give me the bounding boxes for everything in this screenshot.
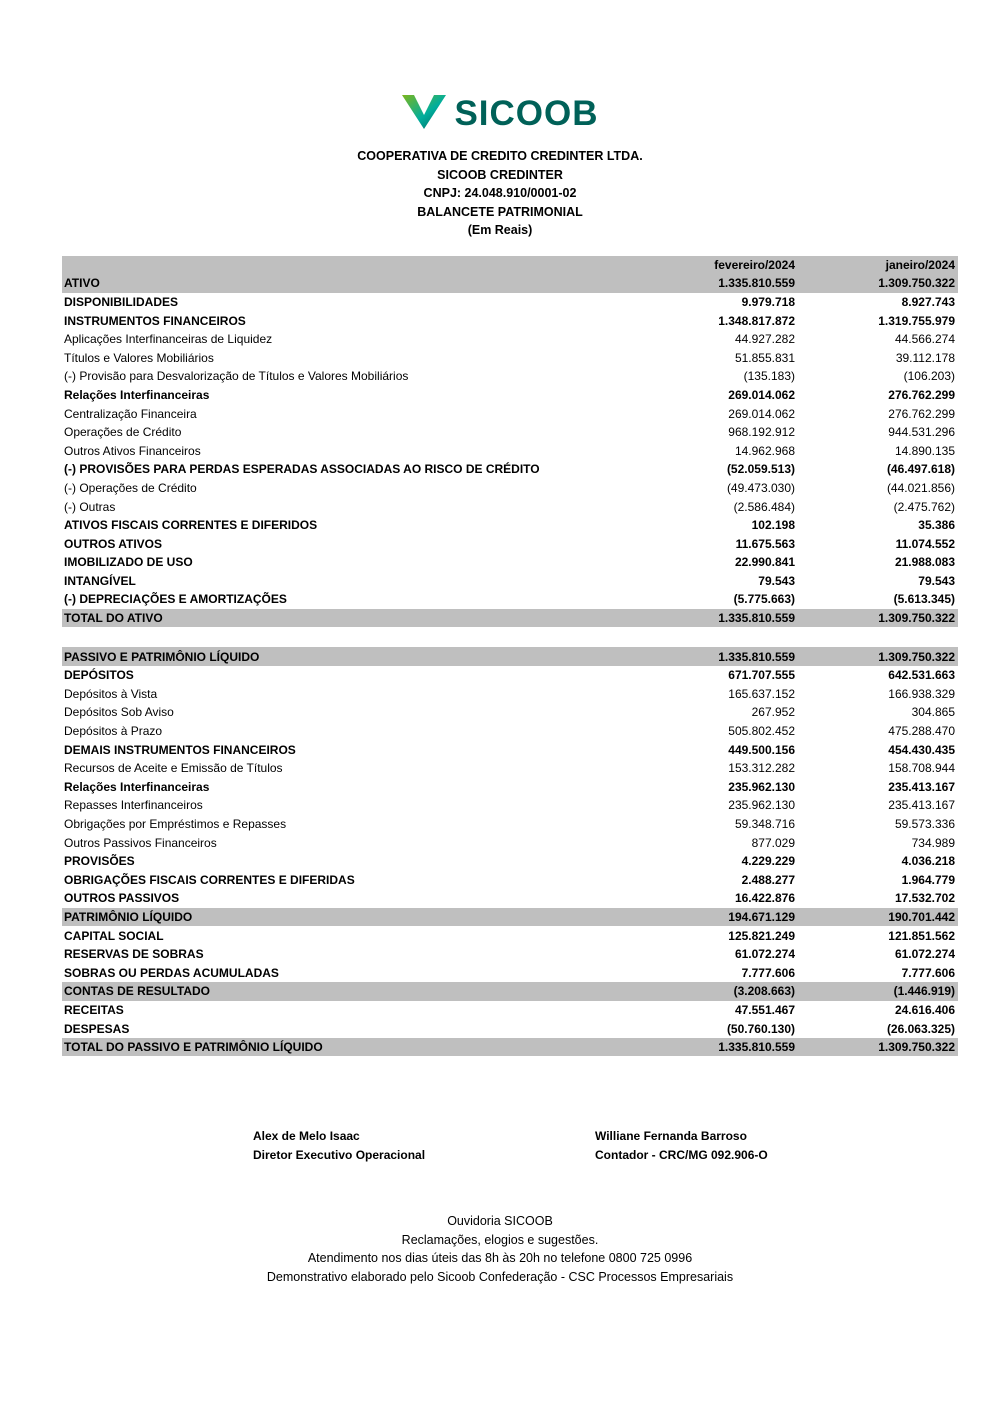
- value-fevereiro: 449.500.156: [728, 742, 795, 757]
- row-label: DEPÓSITOS: [64, 668, 134, 683]
- value-janeiro: 11.074.552: [895, 536, 955, 551]
- value-janeiro: 1.309.750.322: [878, 276, 955, 291]
- value-janeiro: 475.288.470: [888, 724, 955, 739]
- row-label: Depósitos à Prazo: [64, 724, 163, 739]
- value-janeiro: 158.708.944: [888, 761, 955, 776]
- row-label: DISPONIBILIDADES: [64, 294, 179, 309]
- column-header-jan: janeiro/2024: [885, 257, 955, 272]
- value-fevereiro: 267.952: [751, 705, 795, 720]
- value-fevereiro: 9.979.718: [741, 294, 795, 309]
- row-label: Relações Interfinanceiras: [64, 779, 210, 794]
- value-fevereiro: 1.335.810.559: [718, 611, 795, 626]
- value-janeiro: 7.777.606: [901, 965, 955, 980]
- value-fevereiro: 153.312.282: [728, 761, 795, 776]
- value-janeiro: 1.309.750.322: [878, 649, 955, 664]
- row-label: TOTAL DO ATIVO: [64, 611, 163, 626]
- value-fevereiro: 11.675.563: [735, 536, 795, 551]
- table-row: [62, 423, 958, 442]
- footer: [0, 1212, 1000, 1286]
- value-fevereiro: 47.551.467: [734, 1002, 795, 1017]
- value-janeiro: 1.309.750.322: [878, 1040, 955, 1055]
- value-fevereiro: 1.335.810.559: [718, 649, 795, 664]
- value-fevereiro: 44.927.282: [734, 332, 795, 347]
- row-label: RESERVAS DE SOBRAS: [64, 947, 204, 962]
- row-label: ATIVO: [64, 276, 100, 291]
- table-row: [62, 386, 958, 405]
- row-label: Recursos de Aceite e Emissão de Títulos: [64, 761, 283, 776]
- signature-title: Diretor Executivo Operacional: [253, 1148, 426, 1162]
- signature-accountant: [595, 1127, 768, 1165]
- value-janeiro: 39.112.178: [895, 350, 955, 365]
- table-row: [62, 982, 958, 1001]
- table-row: [62, 1038, 958, 1057]
- table-row: [62, 516, 958, 535]
- row-label: Centralização Financeira: [64, 406, 197, 421]
- table-row: [62, 367, 958, 386]
- footer-line-reclamacoes: Reclamações, elogios e sugestões.: [401, 1232, 599, 1247]
- value-janeiro: 59.573.336: [894, 817, 955, 832]
- value-janeiro: (2.475.762): [893, 499, 955, 514]
- signature-title: Contador - CRC/MG 092.906-O: [595, 1148, 768, 1162]
- value-janeiro: 235.413.167: [888, 798, 955, 813]
- table-row: [62, 590, 958, 609]
- row-label: SOBRAS OU PERDAS ACUMULADAS: [64, 965, 279, 980]
- table-row: [62, 534, 958, 553]
- signature-name: Williane Fernanda Barroso: [595, 1129, 747, 1143]
- table-row: [62, 274, 958, 293]
- table-row: [62, 293, 958, 312]
- sicoob-logo-icon: [401, 92, 447, 135]
- value-janeiro: 17.532.702: [894, 891, 955, 906]
- table-row: [62, 553, 958, 572]
- value-janeiro: 454.430.435: [888, 742, 955, 757]
- row-label: Depósitos Sob Aviso: [64, 705, 174, 720]
- value-fevereiro: 16.422.876: [734, 891, 795, 906]
- value-janeiro: (1.446.919): [893, 984, 955, 999]
- row-label: RECEITAS: [64, 1002, 124, 1017]
- value-janeiro: 1.964.779: [901, 872, 955, 887]
- value-fevereiro: 1.335.810.559: [718, 1040, 795, 1055]
- row-label: CONTAS DE RESULTADO: [64, 984, 210, 999]
- table-row: [62, 871, 958, 890]
- row-label: PATRIMÔNIO LÍQUIDO: [64, 909, 193, 924]
- table-row: [62, 572, 958, 591]
- spacer-row: [62, 627, 958, 647]
- table-row: [62, 722, 958, 741]
- value-janeiro: 79.543: [918, 573, 955, 588]
- value-fevereiro: 235.962.130: [728, 779, 795, 794]
- table-row: [62, 889, 958, 908]
- value-janeiro: (26.063.325): [886, 1021, 955, 1036]
- table-row: [62, 330, 958, 349]
- signature-director: [253, 1127, 425, 1165]
- balance-table-body: [62, 274, 958, 1056]
- value-janeiro: (106.203): [903, 369, 955, 384]
- row-label: ATIVOS FISCAIS CORRENTES E DIFERIDOS: [64, 518, 318, 533]
- row-label: OUTROS ATIVOS: [64, 536, 163, 551]
- value-fevereiro: (49.473.030): [726, 480, 795, 495]
- value-janeiro: (5.613.345): [893, 592, 955, 607]
- value-fevereiro: 269.014.062: [728, 387, 795, 402]
- table-row: [62, 647, 958, 666]
- value-fevereiro: 14.962.968: [734, 443, 795, 458]
- value-fevereiro: 505.802.452: [728, 724, 795, 739]
- value-janeiro: 944.531.296: [888, 425, 955, 440]
- value-janeiro: 642.531.663: [888, 668, 955, 683]
- value-janeiro: 14.890.135: [894, 443, 955, 458]
- document-header: [0, 147, 1000, 240]
- table-row: [62, 609, 958, 628]
- table-row: [62, 460, 958, 479]
- table-row: [62, 796, 958, 815]
- table-row: [62, 945, 958, 964]
- currency-note: (Em Reais): [467, 223, 533, 237]
- entity-name: SICOOB CREDINTER: [437, 167, 563, 182]
- table-row: [62, 815, 958, 834]
- row-label: INTANGÍVEL: [64, 573, 136, 588]
- table-row: [62, 778, 958, 797]
- value-fevereiro: 269.014.062: [728, 406, 795, 421]
- balance-table: [62, 256, 958, 1057]
- spacer-cell: [62, 627, 958, 647]
- table-row: [62, 703, 958, 722]
- value-janeiro: 276.762.299: [888, 387, 955, 402]
- value-fevereiro: 2.488.277: [741, 872, 795, 887]
- value-fevereiro: (5.775.663): [733, 592, 795, 607]
- table-row: [62, 479, 958, 498]
- value-fevereiro: 4.229.229: [741, 854, 795, 869]
- value-fevereiro: 877.029: [751, 835, 795, 850]
- table-row: [62, 311, 958, 330]
- value-fevereiro: 102.198: [751, 518, 795, 533]
- document-title: BALANCETE PATRIMONIAL: [417, 204, 583, 219]
- row-label: OBRIGAÇÕES FISCAIS CORRENTES E DIFERIDAS: [64, 872, 355, 887]
- value-janeiro: (44.021.856): [886, 480, 955, 495]
- value-janeiro: 24.616.406: [894, 1002, 955, 1017]
- row-label: Títulos e Valores Mobiliários: [64, 350, 214, 365]
- table-row: [62, 1001, 958, 1020]
- sicoob-wordmark: SICOOB: [454, 93, 599, 133]
- value-janeiro: 35.386: [918, 518, 955, 533]
- value-janeiro: 4.036.218: [901, 854, 955, 869]
- value-janeiro: (46.497.618): [886, 462, 955, 477]
- footer-line-ouvidoria: Ouvidoria SICOOB: [447, 1214, 553, 1228]
- row-label: Obrigações por Empréstimos e Repasses: [64, 817, 287, 832]
- value-fevereiro: 165.637.152: [728, 686, 795, 701]
- value-fevereiro: 125.821.249: [728, 928, 795, 943]
- row-label: Depósitos à Vista: [64, 686, 158, 701]
- table-row: [62, 908, 958, 927]
- value-fevereiro: 22.990.841: [734, 555, 795, 570]
- row-label: PASSIVO E PATRIMÔNIO LÍQUIDO: [64, 649, 260, 664]
- column-header-feb: fevereiro/2024: [714, 257, 795, 272]
- table-row: [62, 740, 958, 759]
- table-row: [62, 441, 958, 460]
- value-fevereiro: 59.348.716: [734, 817, 795, 832]
- table-row: [62, 666, 958, 685]
- row-label: IMOBILIZADO DE USO: [64, 555, 193, 570]
- row-label: DEMAIS INSTRUMENTOS FINANCEIROS: [64, 742, 296, 757]
- corner-cell: [62, 256, 638, 275]
- value-fevereiro: 968.192.912: [728, 425, 795, 440]
- row-label: Outros Ativos Financeiros: [64, 443, 201, 458]
- row-label: (-) Provisão para Desvalorização de Títulos e Valores Mobiliários: [64, 369, 409, 384]
- row-label: Outros Passivos Financeiros: [64, 835, 217, 850]
- value-janeiro: 190.701.442: [888, 909, 955, 924]
- value-janeiro: 121.851.562: [888, 928, 955, 943]
- table-row: [62, 685, 958, 704]
- cnpj: CNPJ: 24.048.910/0001-02: [423, 186, 577, 200]
- value-janeiro: 8.927.743: [901, 294, 955, 309]
- value-fevereiro: 1.335.810.559: [718, 276, 795, 291]
- row-label: Repasses Interfinanceiros: [64, 798, 203, 813]
- footer-line-atendimento: Atendimento nos dias úteis das 8h às 20h no telefone 0800 725 0996: [307, 1251, 693, 1265]
- table-row: [62, 852, 958, 871]
- row-label: Operações de Crédito: [64, 425, 182, 440]
- value-janeiro: 235.413.167: [888, 779, 955, 794]
- footer-line-demonstrativo: Demonstrativo elaborado pelo Sicoob Confederação - CSC Processos Empresariais: [266, 1269, 734, 1284]
- value-fevereiro: 235.962.130: [728, 798, 795, 813]
- row-label: (-) DEPRECIAÇÕES E AMORTIZAÇÕES: [64, 592, 287, 607]
- table-header-row: [62, 256, 958, 275]
- table-row: [62, 1019, 958, 1038]
- row-label: Relações Interfinanceiras: [64, 387, 210, 402]
- value-fevereiro: (52.059.513): [726, 462, 795, 477]
- value-janeiro: 166.938.329: [888, 686, 955, 701]
- row-label: OUTROS PASSIVOS: [64, 891, 180, 906]
- table-row: [62, 348, 958, 367]
- value-janeiro: 276.762.299: [888, 406, 955, 421]
- row-label: (-) Operações de Crédito: [64, 480, 197, 495]
- company-name: COOPERATIVA DE CREDITO CREDINTER LTDA.: [357, 149, 643, 163]
- row-label: (-) Outras: [64, 499, 116, 514]
- row-label: DESPESAS: [64, 1021, 130, 1036]
- value-fevereiro: (50.760.130): [726, 1021, 795, 1036]
- value-janeiro: 21.988.083: [894, 555, 955, 570]
- value-janeiro: 304.865: [911, 705, 955, 720]
- value-fevereiro: (3.208.663): [733, 984, 795, 999]
- value-fevereiro: (135.183): [743, 369, 795, 384]
- value-janeiro: 1.309.750.322: [878, 611, 955, 626]
- table-row: [62, 497, 958, 516]
- value-janeiro: 44.566.274: [894, 332, 955, 347]
- value-janeiro: 61.072.274: [894, 947, 955, 962]
- row-label: INSTRUMENTOS FINANCEIROS: [64, 313, 246, 328]
- value-fevereiro: 79.543: [758, 573, 795, 588]
- row-label: PROVISÕES: [64, 854, 135, 869]
- value-fevereiro: 7.777.606: [741, 965, 795, 980]
- row-label: TOTAL DO PASSIVO E PATRIMÔNIO LÍQUIDO: [64, 1040, 323, 1055]
- value-janeiro: 1.319.755.979: [878, 313, 955, 328]
- table-row: [62, 833, 958, 852]
- row-label: (-) PROVISÕES PARA PERDAS ESPERADAS ASSOCIADAS AO RISCO DE CRÉDITO: [64, 462, 540, 477]
- value-fevereiro: 671.707.555: [728, 668, 795, 683]
- sicoob-logo: [0, 0, 1000, 135]
- row-label: CAPITAL SOCIAL: [64, 928, 164, 943]
- table-row: [62, 963, 958, 982]
- table-row: [62, 759, 958, 778]
- table-row: [62, 404, 958, 423]
- value-fevereiro: 61.072.274: [734, 947, 795, 962]
- value-fevereiro: 1.348.817.872: [718, 313, 795, 328]
- row-label: Aplicações Interfinanceiras de Liquidez: [64, 332, 273, 347]
- value-fevereiro: 51.855.831: [734, 350, 795, 365]
- table-row: [62, 926, 958, 945]
- value-janeiro: 734.989: [911, 835, 955, 850]
- value-fevereiro: (2.586.484): [733, 499, 795, 514]
- value-fevereiro: 194.671.129: [728, 909, 795, 924]
- signature-name: Alex de Melo Isaac: [253, 1129, 360, 1143]
